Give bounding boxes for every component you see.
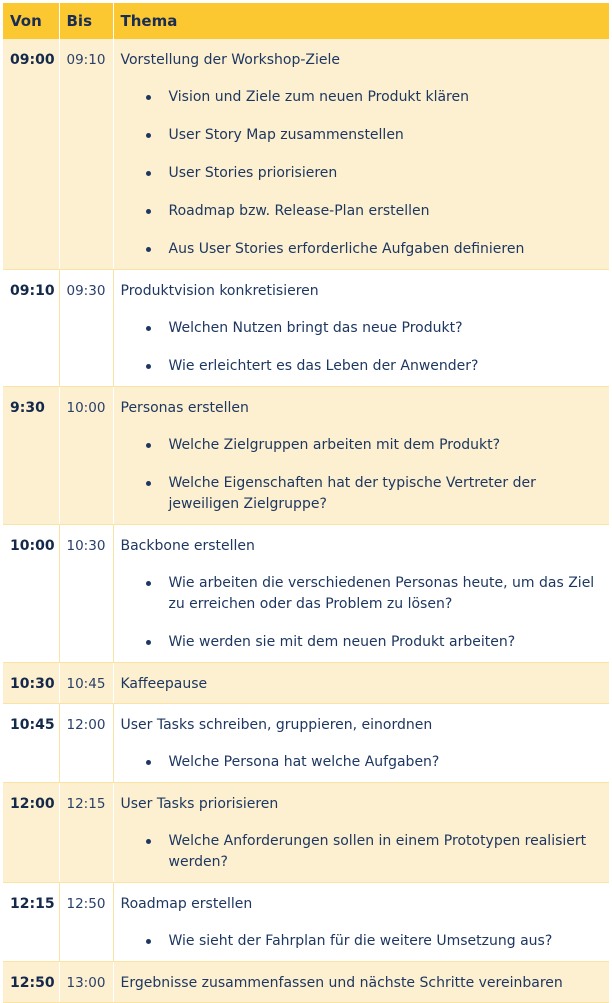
time-to: 12:50: [59, 883, 113, 962]
topic-title: Kaffeepause: [120, 676, 208, 692]
list-item: Vision und Ziele zum neuen Produkt klären: [121, 87, 610, 108]
topic-cell: [113, 270, 609, 387]
table-header-row: [3, 3, 609, 39]
table-row: [3, 525, 609, 663]
topic-cell: [113, 387, 609, 525]
topic-bullet-list: [121, 573, 610, 653]
header-von: Von: [3, 3, 59, 39]
time-from: 09:10: [3, 270, 59, 387]
list-item: User Story Map zusammenstellen: [121, 125, 610, 146]
topic-cell: [113, 39, 609, 270]
table-row: [3, 704, 609, 783]
header-thema: Thema: [113, 3, 609, 39]
topic-cell: [113, 783, 609, 883]
time-from: 9:30: [3, 387, 59, 525]
list-item: Welche Zielgruppen arbeiten mit dem Produkt?: [121, 435, 610, 456]
topic-cell: [113, 883, 609, 962]
time-from: 10:30: [3, 663, 59, 704]
time-from: 09:00: [3, 39, 59, 270]
table-row: [3, 663, 609, 704]
topic-title: Roadmap erstellen: [120, 896, 253, 912]
list-item: Welche Persona hat welche Aufgaben?: [121, 752, 610, 773]
table-row: [3, 962, 609, 1003]
list-item: Wie arbeiten die verschiedenen Personas heute, um das Ziel zu erreichen oder das Problem zu lösen?: [121, 573, 610, 615]
table-row: [3, 387, 609, 525]
topic-bullet-list: [121, 931, 610, 952]
time-from: 10:45: [3, 704, 59, 783]
list-item: Aus User Stories erforderliche Aufgaben definieren: [121, 239, 610, 260]
topic-title: Ergebnisse zusammenfassen und nächste Schritte vereinbaren: [120, 975, 563, 991]
time-to: 10:00: [59, 387, 113, 525]
table-row: [3, 783, 609, 883]
time-to: 10:45: [59, 663, 113, 704]
topic-title: Personas erstellen: [120, 400, 249, 416]
time-to: 13:00: [59, 962, 113, 1003]
topic-bullet-list: [121, 435, 610, 515]
list-item: Roadmap bzw. Release-Plan erstellen: [121, 201, 610, 222]
agenda-table: [3, 3, 609, 1003]
topic-bullet-list: [121, 752, 610, 773]
list-item: Wie werden sie mit dem neuen Produkt arbeiten?: [121, 632, 610, 653]
topic-bullet-list: [121, 87, 610, 260]
agenda-body: [3, 39, 609, 1003]
time-to: 09:10: [59, 39, 113, 270]
topic-title: Produktvision konkretisieren: [120, 283, 319, 299]
topic-cell: [113, 663, 609, 704]
table-row: [3, 270, 609, 387]
time-from: 10:00: [3, 525, 59, 663]
list-item: Welche Eigenschaften hat der typische Vertreter der jeweiligen Zielgruppe?: [121, 473, 610, 515]
list-item: Wie erleichtert es das Leben der Anwender?: [121, 356, 610, 377]
topic-cell: [113, 962, 609, 1003]
topic-bullet-list: [121, 831, 610, 873]
topic-title: Vorstellung der Workshop-Ziele: [120, 52, 340, 68]
topic-cell: [113, 704, 609, 783]
table-row: [3, 883, 609, 962]
header-bis: Bis: [59, 3, 113, 39]
topic-title: User Tasks schreiben, gruppieren, einordnen: [120, 717, 433, 733]
list-item: Wie sieht der Fahrplan für die weitere Umsetzung aus?: [121, 931, 610, 952]
time-to: 09:30: [59, 270, 113, 387]
time-from: 12:00: [3, 783, 59, 883]
time-to: 12:00: [59, 704, 113, 783]
time-from: 12:15: [3, 883, 59, 962]
time-from: 12:50: [3, 962, 59, 1003]
time-to: 10:30: [59, 525, 113, 663]
agenda-table-wrapper: [3, 3, 609, 1003]
list-item: User Stories priorisieren: [121, 163, 610, 184]
list-item: Welche Anforderungen sollen in einem Prototypen realisiert werden?: [121, 831, 610, 873]
time-to: 12:15: [59, 783, 113, 883]
topic-title: Backbone erstellen: [120, 538, 255, 554]
list-item: Welchen Nutzen bringt das neue Produkt?: [121, 318, 610, 339]
topic-cell: [113, 525, 609, 663]
table-row: [3, 39, 609, 270]
topic-title: User Tasks priorisieren: [120, 796, 279, 812]
topic-bullet-list: [121, 318, 610, 377]
